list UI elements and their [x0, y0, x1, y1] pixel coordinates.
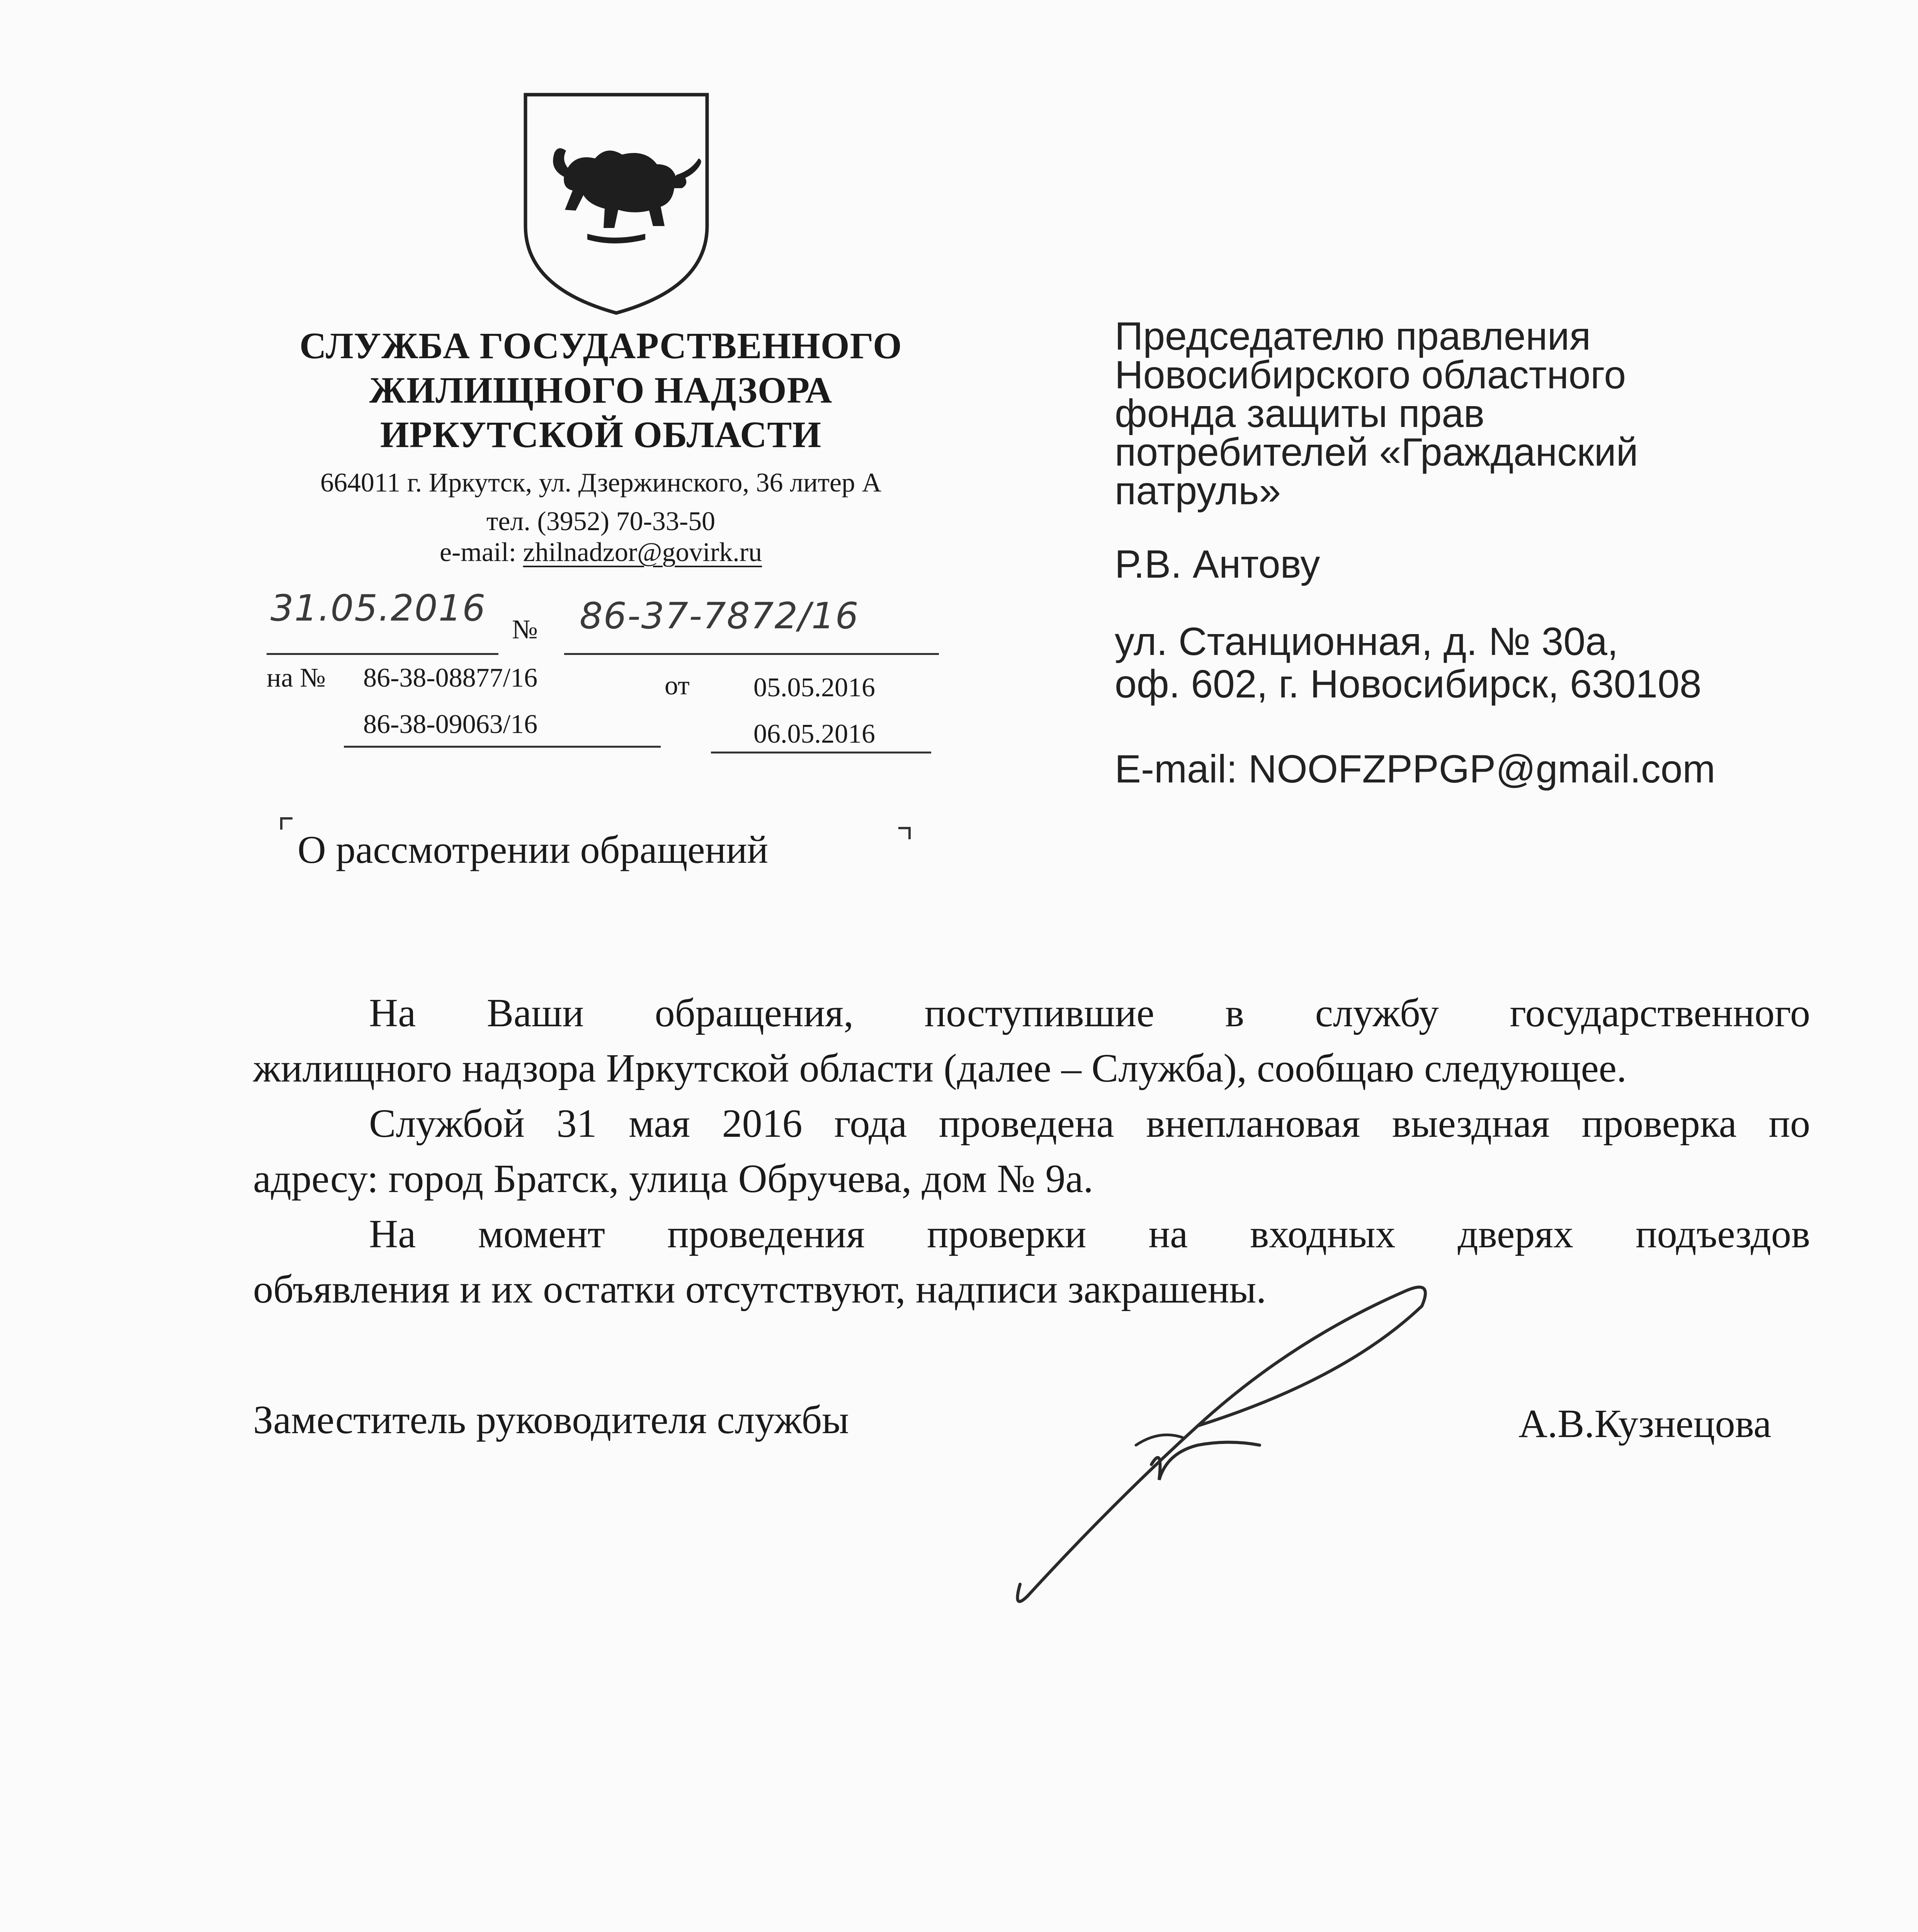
body-p2-line-2: адресу: город Братск, улица Обручева, дом № 9а. — [253, 1156, 1093, 1201]
org-name-line-1: СЛУЖБА ГОСУДАРСТВЕННОГО — [299, 325, 902, 366]
handwritten-signature — [997, 1264, 1441, 1623]
recipient-title-line-4: потребителей «Гражданский — [1115, 430, 1638, 474]
incoming-numbers-underline — [344, 746, 661, 748]
recipient-address-line-2: оф. 602, г. Новосибирск, 630108 — [1115, 662, 1702, 706]
org-name-line-2: ЖИЛИЩНОГО НАДЗОРА — [369, 369, 833, 411]
incoming-number-2: 86-38-09063/16 — [363, 709, 538, 739]
recipient-email: E-mail: NOOFZPPGP@gmail.com — [1115, 747, 1716, 791]
outgoing-date: 31.05.2016 — [270, 587, 486, 629]
subject-bracket-right — [898, 827, 911, 839]
outgoing-number: 86-37-7872/16 — [580, 595, 859, 637]
incoming-dates-underline — [711, 752, 931, 753]
incoming-date-1: 05.05.2016 — [753, 673, 875, 702]
subject-bracket-left — [280, 817, 292, 830]
body-p1-line-2: жилищного надзора Иркутской области (далее – Служба), сообщаю следующее. — [253, 1046, 1627, 1090]
recipient-title-line-2: Новосибирского областного — [1115, 353, 1626, 397]
org-email-link[interactable]: zhilnadzor@govirk.ru — [523, 537, 762, 567]
coat-of-arms-emblem — [518, 87, 715, 319]
org-phone: тел. (3952) 70-33-50 — [486, 507, 716, 536]
recipient-title-line-3: фонда защиты прав — [1115, 391, 1485, 435]
body-p1-line-1: На Ваши обращения, поступившие в службу государственного — [369, 991, 1810, 1035]
signatory-position: Заместитель руководителя службы — [253, 1398, 849, 1442]
recipient-title-line-5: патруль» — [1115, 469, 1281, 513]
subject-line: О рассмотрении обращений — [298, 828, 769, 872]
number-underline — [564, 653, 939, 655]
outgoing-number-label: № — [512, 615, 538, 645]
org-name-line-3: ИРКУТСКОЙ ОБЛАСТИ — [380, 414, 822, 455]
incoming-from-label: от — [665, 671, 690, 701]
incoming-number-1: 86-38-08877/16 — [363, 663, 538, 693]
date-underline — [267, 653, 498, 655]
incoming-date-2: 06.05.2016 — [753, 719, 875, 749]
org-address: 664011 г. Иркутск, ул. Дзержинского, 36 литер А — [320, 468, 882, 498]
org-email-row — [270, 537, 931, 568]
body-p3-line-2: объявления и их остатки отсутствуют, надписи закрашены. — [253, 1267, 1267, 1311]
signatory-name: А.В.Кузнецова — [1518, 1401, 1772, 1446]
body-p2-line-1: Службой 31 мая 2016 года проведена внеплановая выездная проверка по — [369, 1101, 1810, 1146]
email-label: e-mail: — [439, 537, 517, 567]
recipient-title-line-1: Председателю правления — [1115, 314, 1591, 358]
recipient-address-line-1: ул. Станционная, д. № 30а, — [1115, 619, 1619, 663]
body-p3-line-1: На момент проведения проверки на входных дверях подъездов — [369, 1212, 1810, 1256]
recipient-name: Р.В. Антову — [1115, 542, 1320, 586]
incoming-label: на № — [267, 663, 326, 693]
